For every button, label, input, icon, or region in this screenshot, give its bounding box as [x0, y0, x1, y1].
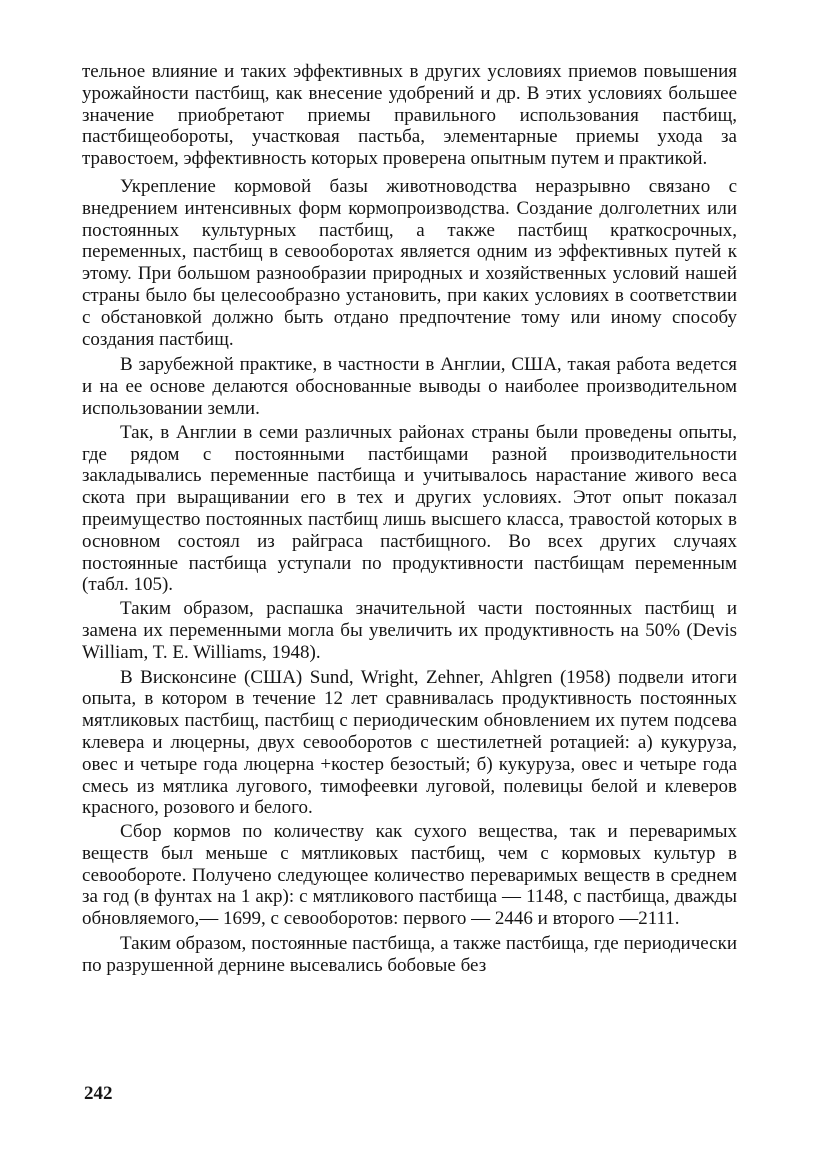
- paragraph-1: тельное влияние и таких эффективных в других условиях приемов повышения урожайности пастбищ, как внесение удобрений и др. В этих условиях большее значение приобретают приемы правильного использования пастбищ, пастбищеобороты, участковая пастьба, элементарные приемы ухода за травостоем, эффективность которых проверена опытным путем и практикой.: [82, 61, 737, 170]
- paragraph-6: В Висконсине (США) Sund, Wright, Zehner, Ahlgren (1958) подвели итоги опыта, в котором в течение 12 лет сравнивалась продуктивность постоянных мятликовых пастбищ, пастбищ с периодическим обновлением их путем подсева клевера и люцерны, двух севооборотов с шестилетней ротацией: а) кукуруза, овес и четыре года люцерна +костер безостый; б) кукуруза, овес и четыре года смесь из мятлика лугового, тимофеевки луговой, полевицы белой и клеверов красного, розового и белого.: [82, 666, 737, 819]
- paragraph-5: Таким образом, распашка значительной части постоянных пастбищ и замена их переменными могла бы увеличить их продуктивность на 50% (Devis William, T. E. Williams, 1948).: [82, 598, 737, 663]
- paragraph-7: Сбор кормов по количеству как сухого вещества, так и переваримых веществ был меньше с мятликовых пастбищ, чем с кормовых культур в севообороте. Получено следующее количество переваримых веществ в среднем за год (в фунтах на 1 акр): с мятликового пастбища — 1148, с пастбища, дважды обновляемого,— 1699, с севооборотов: первого — 2446 и второго —2111.: [82, 821, 737, 930]
- paragraph-8: Таким образом, постоянные пастбища, а также пастбища, где периодически по разрушенной дернине высевались бобовые без: [82, 933, 737, 976]
- paragraph-2: Укрепление кормовой базы животноводства неразрывно связано с внедрением интенсивных форм кормопроизводства. Создание долголетних или постоянных культурных пастбищ, а также пастбищ краткосрочных, переменных, пастбищ в севооборотах является одним из эффективных путей к этому. При большом разнообразии природных и хозяйственных условий нашей страны было бы целесообразно установить, при каких условиях в соответствии с обстановкой должно быть отдано предпочтение тому или иному способу создания пастбищ.: [82, 175, 737, 350]
- page-body: [82, 61, 737, 977]
- paragraph-3: В зарубежной практике, в частности в Англии, США, такая работа ведется и на ее основе делаются обоснованные выводы о наиболее производительном использовании земли.: [82, 354, 737, 419]
- page-number: 242: [84, 1083, 113, 1104]
- paragraph-4: Так, в Англии в семи различных районах страны были проведены опыты, где рядом с постоянными пастбищами разной производительности закладывались переменные пастбища и учитывалось нарастание живого веса скота при выращивании его в тех и других условиях. Этот опыт показал преимущество постоянных пастбищ лишь высшего класса, травостой которых в основном состоял из райграса пастбищного. Во всех других случаях постоянные пастбища уступали по продуктивности пастбищам переменным (табл. 105).: [82, 421, 737, 596]
